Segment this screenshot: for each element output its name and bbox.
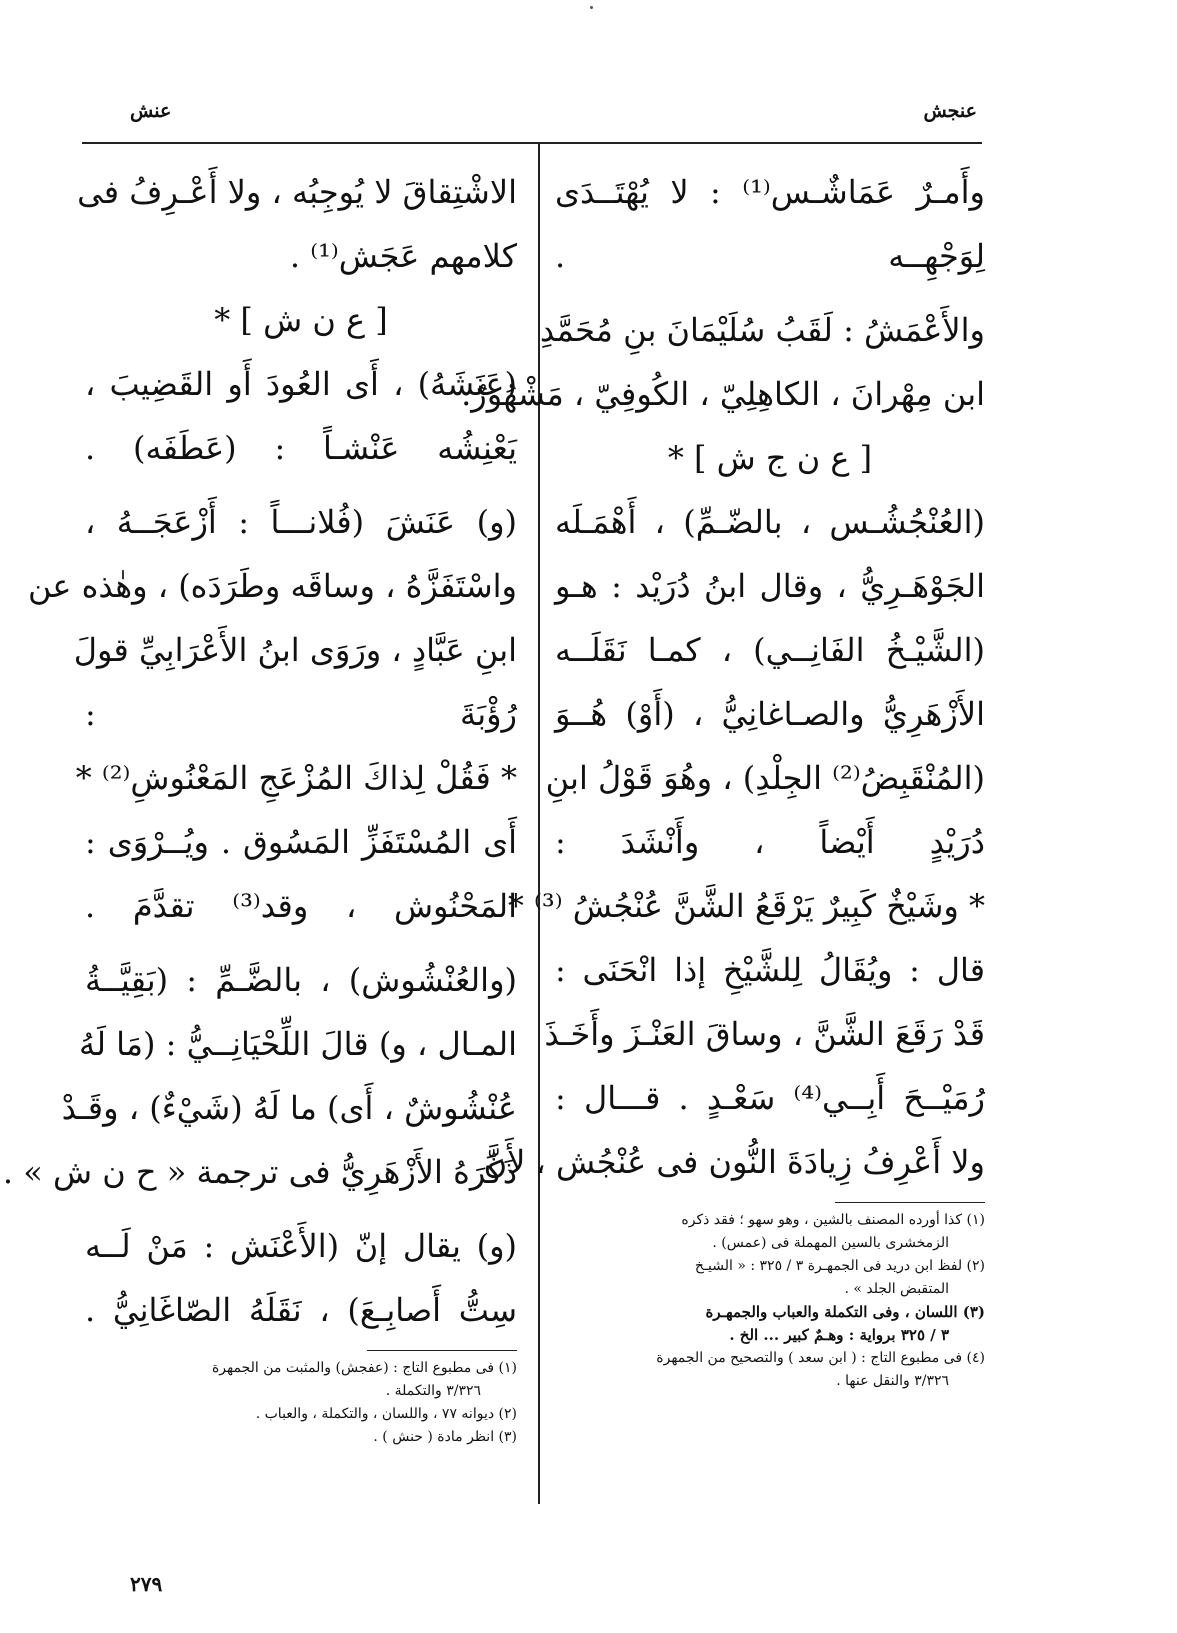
text-line: عُنْشُوشٌ ، أَى) ما لَهُ (شَيْءٌ) ، وقَـدْ xyxy=(61,1089,517,1127)
text-line: والأَعْمَشُ : لَقَبُ سُلَيْمَانَ بنِ مُحَمَّدِ xyxy=(539,311,985,349)
footnote: (٣) انظر مادة ( حنش ) . xyxy=(373,1429,517,1445)
text-line: قال : ويُقَالُ لِلشَّيْخِ إذا انْحَنَى : xyxy=(555,951,985,989)
text-line: أَى المُسْتَفَزِّ المَسُوق . ويُــرْوَى : xyxy=(85,823,517,861)
footnote-rule xyxy=(367,1350,517,1351)
scan-speck xyxy=(590,6,593,9)
footnote: (٢) ديوانه ٧٧ ، واللسان ، والتكملة ، والعباب . xyxy=(255,1406,517,1422)
footnote: الزمخشرى بالسين المهملة فى (عمس) . xyxy=(712,1235,949,1251)
footnote-rule xyxy=(835,1202,985,1203)
text-line: المـال ، و) قالَ اللِّحْيَانِــيُّ : (مَا لَهُ xyxy=(79,1025,517,1063)
text-line: لِوَجْهِــه . xyxy=(555,237,985,275)
footnote: ٣/٣٢٦ والتكملة . xyxy=(385,1383,481,1399)
footnote: (٣) اللسان ، وفى التكملة والعباب والجمهـرة xyxy=(705,1303,985,1321)
verse-line: * وشَيْخٌ كَبِيرٌ يَرْقَعُ الشَّنَّ عُنْجُشُ ⁽³⁾ * xyxy=(507,887,985,925)
text-line: وأَمـرٌ عَمَاشٌـس⁽¹⁾ : لا يُهْتَــدَى xyxy=(555,173,986,211)
text-line: (عَنَشَهُ) ، أَى العُودَ أَو القَضِيبَ ، xyxy=(85,365,517,403)
text-line: (الشَّيْـخُ الفَانِــي) ، كمـا نَقَلَــه xyxy=(555,631,985,669)
text-line: ذَكَرَهُ الأَزْهَرِيُّ فى ترجمة « ح ن ش » . xyxy=(2,1153,517,1191)
entry-heading: [ ع ن ج ش ] * xyxy=(667,439,873,477)
text-line: الجَوْهَـرِيُّ ، وقال ابنُ دُرَيْد : هـو xyxy=(555,567,985,605)
text-line: (العُنْجُشُـس ، بالضّـمِّ) ، أَهْمَـلَه xyxy=(555,503,985,541)
entry-heading: [ ع ن ش ] * xyxy=(214,301,388,339)
text-line: (و) يقال إنّ (الأَعْنَش : مَنْ لَــه xyxy=(85,1227,517,1265)
footnote: (١) فى مطبوع التاج : (عفجش) والمثبت من الجمهرة xyxy=(211,1360,517,1376)
text-line: (والعُنْشُوش) ، بالضَّـمِّ : (بَقِيَّــةُ xyxy=(85,961,517,999)
text-line: كلامهم عَجَش⁽¹⁾ . xyxy=(289,237,517,275)
text-line: الأَزْهَرِيُّ والصـاغانِيُّ ، (أَوْ) هُــوَ xyxy=(555,695,985,733)
text-line: رُمَيْــحَ أَبِــي⁽⁴⁾ سَعْـدٍ . قـــال : xyxy=(555,1079,985,1117)
footnote: (١) كذا أورده المصنف بالشين ، وهو سهو ؛ فقد ذكره xyxy=(681,1212,985,1228)
text-line: ابنِ عَبَّادٍ ، ورَوَى ابنُ الأَعْرَابِيِّ قولَ xyxy=(73,631,517,669)
text-line: سِتُّ أَصابِـعَ) ، نَقَلَهُ الصّاغَانِيُّ . xyxy=(85,1291,517,1329)
text-line: واسْتَفَزَّهُ ، وساقَه وطَرَدَه) ، وهٰذه عن xyxy=(28,567,517,605)
text-line: يَعْنِشُه عَنْشـاً : (عَطَفَه) . xyxy=(85,429,517,467)
text-line: المَحْنُوش ، وقد⁽³⁾ تقدَّمَ . xyxy=(85,887,517,925)
page-number: ٢٧٩ xyxy=(130,1572,163,1596)
right-column xyxy=(461,160,986,1393)
running-header-right: عنجش xyxy=(923,100,977,122)
footnote: (٢) لفظ ابن دريد فى الجمهـرة ٣ / ٣٢٥ : « الشيـخ xyxy=(694,1258,985,1274)
text-line: الاشْتِقاقَ لا يُوجِبُه ، ولا أَعْـرِفُ فى xyxy=(77,173,517,211)
footnote: (٤) فى مطبوع التاج : ( ابن سعد ) والتصحيح من الجمهرة xyxy=(656,1350,985,1366)
left-column xyxy=(2,160,517,1449)
text-line: (المُنْقَبِضُ⁽²⁾ الجِلْدِ) ، وهُوَ قَوْلُ ابنِ xyxy=(545,759,985,797)
text-line: قَدْ رَقَعَ الشَّنَّ ، وساقَ العَنْـزَ وأَخَـذَ xyxy=(544,1015,985,1053)
text-line: ابن مِهْرانَ ، الكاهِلِيّ ، الكُوفِيّ ، مَشْهُورٌ. xyxy=(461,375,985,413)
footnote: المتقبض الجلد » . xyxy=(844,1281,949,1297)
footnote: ٣ / ٣٢٥ برواية : وهـمٌ كبير ... الخ . xyxy=(729,1326,949,1344)
text-line: (و) عَنَشَ (فُلانـــاً : أَزْعَجَــهُ ، xyxy=(85,503,517,541)
text-line: ولا أَعْرِفُ زِيادَةَ النُّون فى عُنْجُش ، لأَنَّ xyxy=(483,1143,985,1181)
header-rule xyxy=(82,142,982,144)
running-header-left: عنش xyxy=(130,100,172,122)
text-line: دُرَيْدٍ أَيْضاً ، وأَنْشَدَ : xyxy=(555,823,985,861)
footnote: ٣/٣٢٦ والنقل عنها . xyxy=(836,1373,949,1389)
verse-line: * فَقُلْ لِذاكَ المُزْعَجِ المَعْنُوشِ⁽²⁾ * xyxy=(75,759,517,797)
text-line: رُؤْبَةَ : xyxy=(85,695,517,733)
